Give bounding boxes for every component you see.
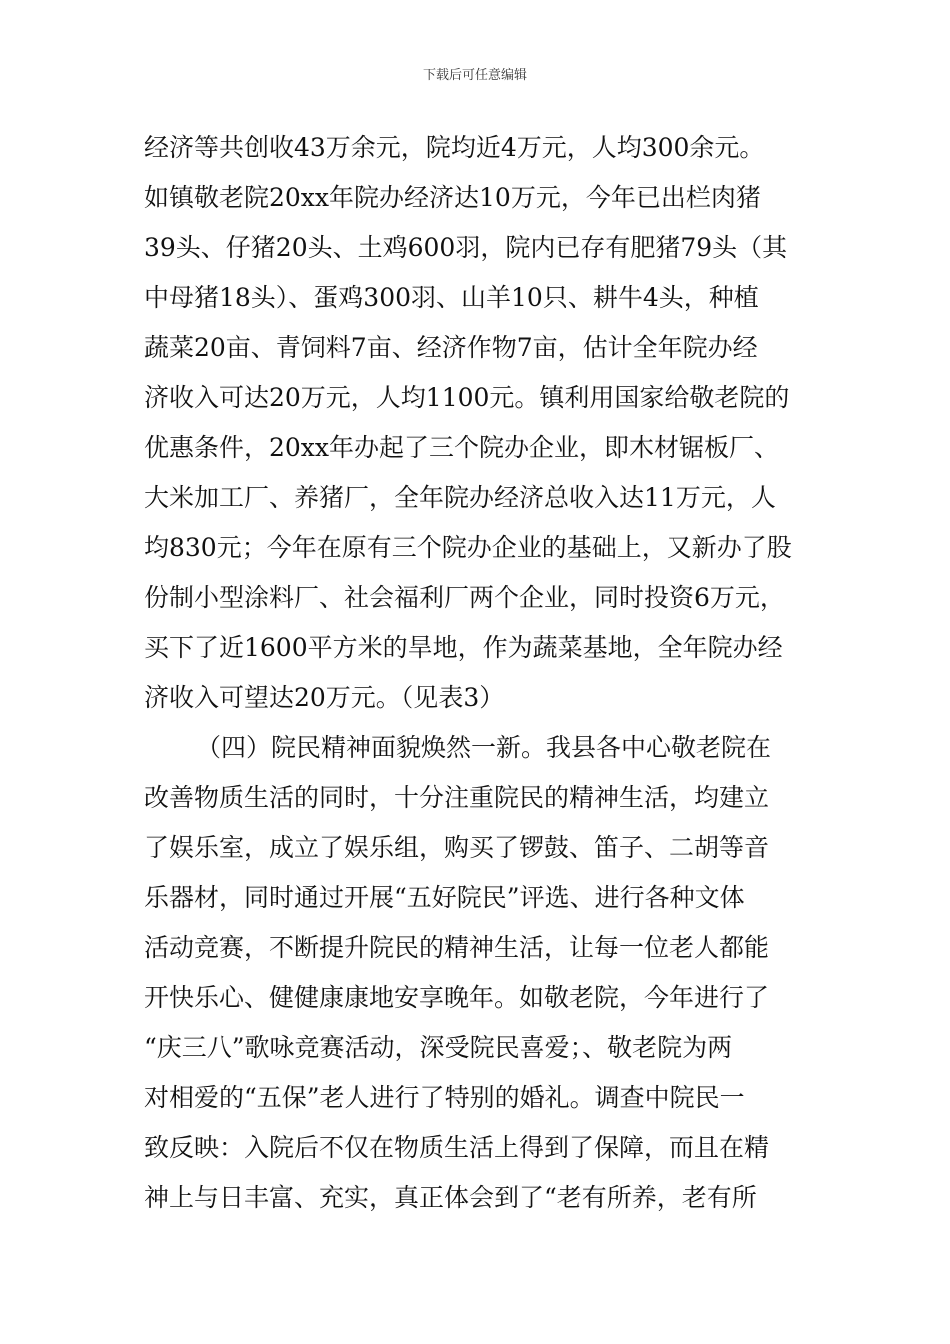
body-line: 改善物质生活的同时，十分注重院民的精神生活，均建立 xyxy=(144,783,770,812)
body-line: 对相爱的“五保”老人进行了特别的婚礼。调查中院民一 xyxy=(144,1083,745,1112)
body-line: 经济等共创收43万余元，院均近4万元，人均300余元。 xyxy=(144,133,765,162)
body-line: 致反映：入院后不仅在物质生活上得到了保障，而且在精 xyxy=(144,1133,770,1162)
body-line-indented: （四）院民精神面貌焕然一新。我县各中心敬老院在 xyxy=(196,733,772,762)
body-line: 份制小型涂料厂、社会福利厂两个企业，同时投资6万元， xyxy=(144,583,785,612)
body-line: 39头、仔猪20头、土鸡600羽，院内已存有肥猪79头（其 xyxy=(144,233,788,262)
body-line: “庆三八”歌咏竞赛活动，深受院民喜爱；、敬老院为两 xyxy=(144,1033,733,1062)
body-line: 优惠条件，20xx年办起了三个院办企业，即木材锯板厂、 xyxy=(144,433,780,462)
body-line: 乐器材，同时通过开展“五好院民”评选、进行各种文体 xyxy=(144,883,745,912)
body-line: 均830元；今年在原有三个院办企业的基础上，又新办了股 xyxy=(144,533,792,562)
body-line: 蔬菜20亩、青饲料7亩、经济作物7亩，估计全年院办经 xyxy=(144,333,758,362)
body-line: 济收入可望达20万元。（见表3） xyxy=(144,683,505,712)
body-line: 了娱乐室，成立了娱乐组，购买了锣鼓、笛子、二胡等音 xyxy=(144,833,770,862)
body-line: 济收入可达20万元，人均1100元。镇利用国家给敬老院的 xyxy=(144,383,790,412)
body-line: 中母猪18头）、蛋鸡300羽、山羊10只、耕牛4头，种植 xyxy=(144,283,759,312)
body-line: 活动竞赛，不断提升院民的精神生活，让每一位老人都能 xyxy=(144,933,770,962)
body-line: 大米加工厂、养猪厂，全年院办经济总收入达11万元，人 xyxy=(144,483,776,512)
body-line: 如镇敬老院20xx年院办经济达10万元，今年已出栏肉猪 xyxy=(144,183,761,212)
body-line: 神上与日丰富、充实，真正体会到了“老有所养，老有所 xyxy=(144,1183,757,1212)
page-header: 下载后可任意编辑 xyxy=(422,68,527,83)
body-line: 开快乐心、健健康康地安享晚年。如敬老院，今年进行了 xyxy=(144,983,770,1012)
body-line: 买下了近1600平方米的旱地，作为蔬菜基地，全年院办经 xyxy=(144,633,783,662)
